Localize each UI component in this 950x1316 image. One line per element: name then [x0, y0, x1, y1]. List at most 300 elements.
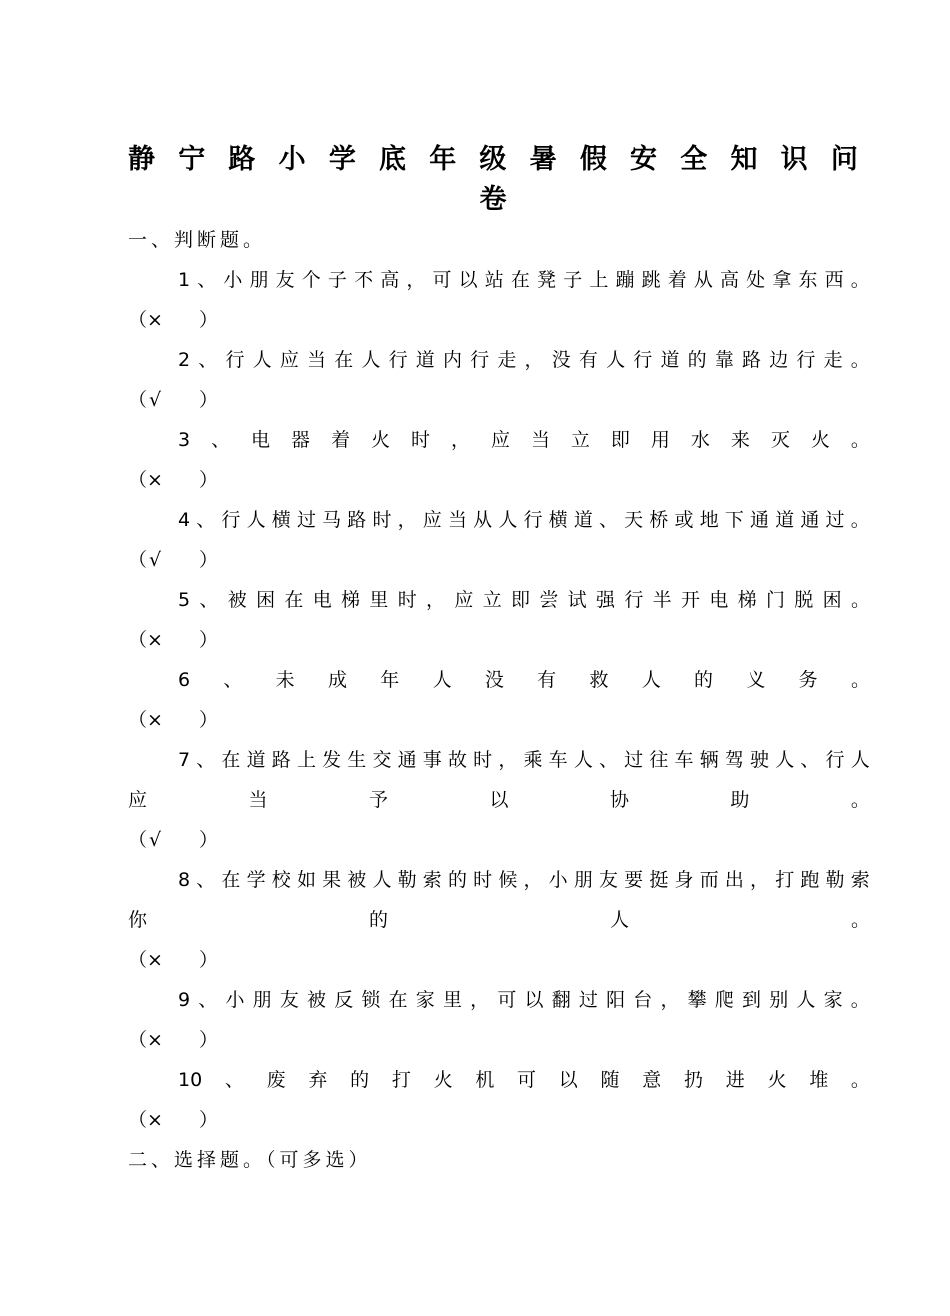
question-char: 人	[573, 749, 593, 771]
question-char: 过	[296, 509, 316, 531]
question-char: 小	[223, 269, 243, 291]
question-char: 驾	[724, 749, 744, 771]
question-char: 、	[198, 989, 218, 1011]
question-char: 道	[660, 349, 680, 371]
answer-close-paren: ）	[198, 549, 218, 571]
question-10-answer	[128, 1105, 218, 1135]
question-char: 跑	[800, 869, 820, 891]
answer-mark: ×	[147, 709, 163, 731]
question-char: 拿	[772, 269, 792, 291]
question-char: 、	[197, 269, 217, 291]
answer-open-paren: （	[128, 389, 148, 411]
question-char: 朋	[573, 869, 593, 891]
question-char: 电	[709, 589, 729, 611]
question-char: 小	[548, 869, 568, 891]
question-1-answer	[128, 305, 218, 335]
question-char: 子	[327, 269, 347, 291]
question-char: 人	[372, 869, 392, 891]
answer-close-paren: ）	[198, 709, 218, 731]
question-4-answer	[128, 545, 218, 575]
title-char: 小	[278, 144, 306, 175]
question-8-line-text	[178, 865, 870, 895]
question-char: 从	[473, 509, 493, 531]
question-char: 横	[548, 509, 568, 531]
question-char: 如	[296, 869, 316, 891]
question-char: 在	[388, 989, 408, 1011]
title-char: 问	[830, 144, 858, 175]
question-char: 立	[570, 429, 590, 451]
question-char: 梯	[341, 589, 361, 611]
question-char: 。	[850, 909, 870, 931]
question-char: 翻	[551, 989, 571, 1011]
question-char: 、	[196, 749, 216, 771]
question-char: 辆	[699, 749, 719, 771]
question-char: 。	[850, 429, 870, 451]
question-char: ，	[406, 269, 426, 291]
question-char: 可	[497, 989, 517, 1011]
question-char: ，	[498, 749, 518, 771]
question-char: 里	[369, 589, 389, 611]
question-char: 学	[246, 869, 266, 891]
question-char: 的	[687, 349, 707, 371]
question-char: 到	[742, 989, 762, 1011]
answer-mark: ×	[147, 309, 163, 331]
question-char: 天	[624, 509, 644, 531]
question-char: 6	[178, 669, 191, 691]
question-char: 用	[650, 429, 670, 451]
question-char: 索	[850, 869, 870, 891]
question-char: 电	[251, 429, 271, 451]
question-char: 没	[484, 669, 504, 691]
question-char: ，	[750, 869, 770, 891]
question-10-line	[178, 1065, 870, 1095]
question-char: 过	[578, 989, 598, 1011]
question-4-line-text	[178, 505, 870, 535]
answer-mark: ×	[147, 1029, 163, 1051]
question-char: 高	[720, 269, 740, 291]
question-3-answer	[128, 465, 218, 495]
question-char: 应	[454, 589, 474, 611]
question-char: 站	[484, 269, 504, 291]
question-char: 走	[497, 349, 517, 371]
question-char: 地	[699, 509, 719, 531]
question-char: 、	[800, 749, 820, 771]
question-char: 、	[599, 509, 619, 531]
question-char: 可	[432, 269, 452, 291]
answer-close-paren: ）	[198, 469, 218, 491]
question-char: 挺	[649, 869, 669, 891]
question-9-answer	[128, 1025, 218, 1055]
question-char: 候	[498, 869, 518, 891]
question-char: 台	[633, 989, 653, 1011]
question-char: 。	[850, 989, 870, 1011]
question-char: 行	[796, 349, 816, 371]
question-char: 。	[850, 509, 870, 531]
question-char: 火	[433, 1069, 453, 1091]
question-char: ，	[470, 989, 490, 1011]
question-8-continuation	[128, 905, 870, 935]
question-char: 8	[178, 869, 191, 891]
question-char: ，	[524, 349, 544, 371]
question-char: 即	[610, 429, 630, 451]
question-char: 下	[724, 509, 744, 531]
question-char: 有	[578, 349, 598, 371]
question-char: 、	[223, 669, 243, 691]
title-char: 知	[730, 144, 758, 175]
question-char: 攀	[687, 989, 707, 1011]
question-char: 当	[248, 789, 268, 811]
question-char: 以	[458, 269, 478, 291]
question-char: ，	[523, 869, 543, 891]
question-char: 困	[256, 589, 276, 611]
title-line-1	[128, 140, 858, 180]
title-char: 级	[479, 144, 507, 175]
question-char: 上	[589, 269, 609, 291]
question-char: 意	[642, 1069, 662, 1091]
question-char: 过	[825, 509, 845, 531]
question-char: 半	[652, 589, 672, 611]
question-char: 交	[372, 749, 392, 771]
question-char: 要	[624, 869, 644, 891]
question-char: 事	[422, 749, 442, 771]
question-char: 人	[432, 669, 452, 691]
question-char: 道	[246, 749, 266, 771]
question-char: 。	[850, 1069, 870, 1091]
question-9-line-text	[178, 985, 870, 1015]
question-char: 4	[178, 509, 191, 531]
answer-open-paren: （	[128, 1109, 148, 1131]
question-char: 当	[307, 349, 327, 371]
question-char: 打	[775, 869, 795, 891]
title-char: 静	[128, 144, 155, 175]
question-char: 成	[327, 669, 347, 691]
question-char: 、	[196, 869, 216, 891]
answer-mark: ×	[147, 469, 163, 491]
question-6-answer	[128, 705, 218, 735]
question-char: 随	[600, 1069, 620, 1091]
question-char: 处	[746, 269, 766, 291]
answer-mark: ×	[147, 1109, 163, 1131]
question-3-line-text	[178, 425, 870, 455]
question-char: 路	[271, 749, 291, 771]
question-char: 人	[796, 989, 816, 1011]
question-char: 乘	[523, 749, 543, 771]
question-char: 时	[473, 749, 493, 771]
question-char: 边	[769, 349, 789, 371]
question-char: 人	[641, 669, 661, 691]
question-char: 来	[730, 429, 750, 451]
question-char: 在	[221, 749, 241, 771]
section-heading-choice: 二、选择题。（可多选）	[128, 1149, 372, 1171]
question-char: 个	[301, 269, 321, 291]
answer-close-paren: ）	[198, 629, 218, 651]
question-7-line	[178, 745, 870, 775]
question-char: 当	[530, 429, 550, 451]
question-6-line	[178, 665, 870, 695]
question-char: 的	[350, 1069, 370, 1091]
question-char: 10	[178, 1069, 203, 1091]
question-char: 强	[596, 589, 616, 611]
question-char: 人	[609, 909, 629, 931]
question-char: 蹦	[615, 269, 635, 291]
question-char: 2	[178, 349, 191, 371]
question-9-line	[178, 985, 870, 1015]
question-char: 不	[354, 269, 374, 291]
question-char: 予	[368, 789, 388, 811]
question-char: 通	[397, 749, 417, 771]
question-char: 在	[221, 869, 241, 891]
question-char: 着	[331, 429, 351, 451]
question-char: 西	[824, 269, 844, 291]
answer-close-paren: ）	[198, 1109, 218, 1131]
question-char: 3	[178, 429, 191, 451]
question-char: 。	[850, 669, 870, 691]
title-char: 学	[328, 144, 356, 175]
question-char: 锁	[361, 989, 381, 1011]
question-1-line-text	[178, 265, 870, 295]
question-char: 未	[275, 669, 295, 691]
question-char: 高	[380, 269, 400, 291]
question-char: 即	[511, 589, 531, 611]
question-char: 别	[769, 989, 789, 1011]
question-char: 出	[724, 869, 744, 891]
question-char: 友	[599, 869, 619, 891]
question-char: 人	[850, 749, 870, 771]
question-char: 火	[767, 1069, 787, 1091]
answer-mark: √	[148, 829, 162, 851]
title-char: 宁	[178, 144, 206, 175]
page-title	[128, 140, 858, 220]
question-char: 灭	[770, 429, 790, 451]
question-char: 家	[415, 989, 435, 1011]
question-char: 进	[725, 1069, 745, 1091]
question-char: 堆	[809, 1069, 829, 1091]
question-char: 以	[524, 989, 544, 1011]
question-3-line	[178, 425, 870, 455]
question-char: 应	[128, 789, 148, 811]
answer-close-paren: ）	[198, 1029, 218, 1051]
question-char: 在	[510, 269, 530, 291]
question-char: 发	[322, 749, 342, 771]
title-line-2: 卷	[479, 184, 507, 215]
question-8-answer	[128, 945, 218, 975]
question-char: 。	[850, 349, 870, 371]
question-char: 时	[397, 589, 417, 611]
question-char: 时	[410, 429, 430, 451]
question-7-answer	[128, 825, 218, 855]
question-char: 桥	[649, 509, 669, 531]
question-char: 有	[537, 669, 557, 691]
answer-close-paren: ）	[198, 829, 218, 851]
question-char: 、	[599, 749, 619, 771]
question-char: 开	[680, 589, 700, 611]
question-char: 、	[211, 429, 231, 451]
title-char: 路	[228, 144, 256, 175]
question-char: 年	[380, 669, 400, 691]
answer-open-paren: （	[128, 829, 148, 851]
question-char: 身	[674, 869, 694, 891]
question-char: 勒	[825, 869, 845, 891]
question-2-line-text	[178, 345, 870, 375]
question-5-line	[178, 585, 870, 615]
title-char: 全	[680, 144, 708, 175]
question-char: 果	[322, 869, 342, 891]
question-char: 人	[246, 509, 266, 531]
answer-close-paren: ）	[198, 389, 218, 411]
question-char: 家	[823, 989, 843, 1011]
question-char: 行	[470, 349, 490, 371]
question-char: 应	[279, 349, 299, 371]
question-char: 助	[730, 789, 750, 811]
question-char: 内	[442, 349, 462, 371]
question-char: 。	[850, 269, 870, 291]
question-char: 电	[312, 589, 332, 611]
question-char: 救	[589, 669, 609, 691]
answer-open-paren: （	[128, 1029, 148, 1051]
question-char: 以	[489, 789, 509, 811]
question-char: 跳	[641, 269, 661, 291]
question-2-line	[178, 345, 870, 375]
question-char: 子	[563, 269, 583, 291]
question-7-line-text	[178, 745, 870, 775]
question-char: ，	[450, 429, 470, 451]
question-char: 。	[850, 789, 870, 811]
question-char: 人	[252, 349, 272, 371]
question-char: 的	[447, 869, 467, 891]
title-char: 暑	[529, 144, 557, 175]
question-char: 路	[742, 349, 762, 371]
question-char: 勒	[397, 869, 417, 891]
question-char: 车	[674, 749, 694, 771]
question-char: 脱	[794, 589, 814, 611]
question-char: 马	[322, 509, 342, 531]
title-char: 识	[780, 144, 808, 175]
answer-open-paren: （	[128, 709, 148, 731]
question-char: 生	[347, 749, 367, 771]
question-char: 校	[271, 869, 291, 891]
question-char: 驶	[750, 749, 770, 771]
title-char: 安	[630, 144, 658, 175]
question-char: 务	[798, 669, 818, 691]
question-char: 索	[422, 869, 442, 891]
title-char: 年	[429, 144, 457, 175]
question-char: 行	[633, 349, 653, 371]
question-4-line	[178, 505, 870, 535]
question-char: 、	[198, 349, 218, 371]
question-char: 阳	[606, 989, 626, 1011]
question-char: ，	[660, 989, 680, 1011]
question-char: 人	[606, 349, 626, 371]
question-char: 道	[573, 509, 593, 531]
question-char: 友	[275, 269, 295, 291]
question-char: 时	[372, 509, 392, 531]
question-char: 行	[221, 509, 241, 531]
question-char: ，	[397, 509, 417, 531]
question-char: 道	[415, 349, 435, 371]
question-char: 协	[609, 789, 629, 811]
answer-mark: √	[148, 549, 162, 571]
question-char: 困	[822, 589, 842, 611]
question-char: 火	[810, 429, 830, 451]
question-char: 而	[699, 869, 719, 891]
question-char: 9	[178, 989, 191, 1011]
question-char: 打	[391, 1069, 411, 1091]
answer-close-paren: ）	[198, 949, 218, 971]
answer-open-paren: （	[128, 309, 148, 331]
question-char: 行	[225, 349, 245, 371]
question-char: 爬	[714, 989, 734, 1011]
question-6-line-text	[178, 665, 870, 695]
question-char: 你	[128, 909, 148, 931]
question-char: 靠	[714, 349, 734, 371]
answer-close-paren: ）	[198, 309, 218, 331]
question-char: 行	[825, 749, 845, 771]
question-char: 。	[850, 589, 870, 611]
question-char: 废	[266, 1069, 286, 1091]
question-char: 、	[224, 1069, 244, 1091]
question-char: 朋	[252, 989, 272, 1011]
answer-open-paren: （	[128, 549, 148, 571]
question-char: 、	[199, 589, 219, 611]
question-char: 着	[667, 269, 687, 291]
question-char: 、	[196, 509, 216, 531]
question-char: 器	[291, 429, 311, 451]
question-char: 反	[334, 989, 354, 1011]
question-char: 立	[482, 589, 502, 611]
question-char: 门	[765, 589, 785, 611]
question-char: 人	[361, 349, 381, 371]
question-char: 行	[523, 509, 543, 531]
question-char: 被	[227, 589, 247, 611]
question-char: 机	[475, 1069, 495, 1091]
question-char: 行	[388, 349, 408, 371]
question-char: 火	[371, 429, 391, 451]
question-char: 以	[558, 1069, 578, 1091]
question-char: 通	[800, 509, 820, 531]
question-8-line	[178, 865, 870, 895]
question-1-line	[178, 265, 870, 295]
question-char: 路	[347, 509, 367, 531]
question-char: 往	[649, 749, 669, 771]
question-char: 从	[693, 269, 713, 291]
question-char: 车	[548, 749, 568, 771]
section-heading-judge: 一、判断题。	[128, 229, 267, 251]
question-char: 横	[271, 509, 291, 531]
question-10-line-text	[178, 1065, 870, 1095]
question-char: 被	[307, 989, 327, 1011]
answer-mark: √	[148, 389, 162, 411]
question-5-answer	[128, 625, 218, 655]
answer-mark: ×	[147, 949, 163, 971]
question-char: 道	[775, 509, 795, 531]
question-char: 凳	[537, 269, 557, 291]
answer-open-paren: （	[128, 469, 148, 491]
question-char: 或	[674, 509, 694, 531]
question-char: 东	[798, 269, 818, 291]
question-char: 扔	[683, 1069, 703, 1091]
answer-open-paren: （	[128, 949, 148, 971]
question-char: 尝	[539, 589, 559, 611]
question-char: 行	[624, 589, 644, 611]
question-char: 的	[368, 909, 388, 931]
question-char: 过	[624, 749, 644, 771]
question-char: 在	[284, 589, 304, 611]
question-char: 水	[690, 429, 710, 451]
question-char: 梯	[737, 589, 757, 611]
question-char: 朋	[249, 269, 269, 291]
question-char: 人	[498, 509, 518, 531]
title-char: 底	[379, 144, 407, 175]
